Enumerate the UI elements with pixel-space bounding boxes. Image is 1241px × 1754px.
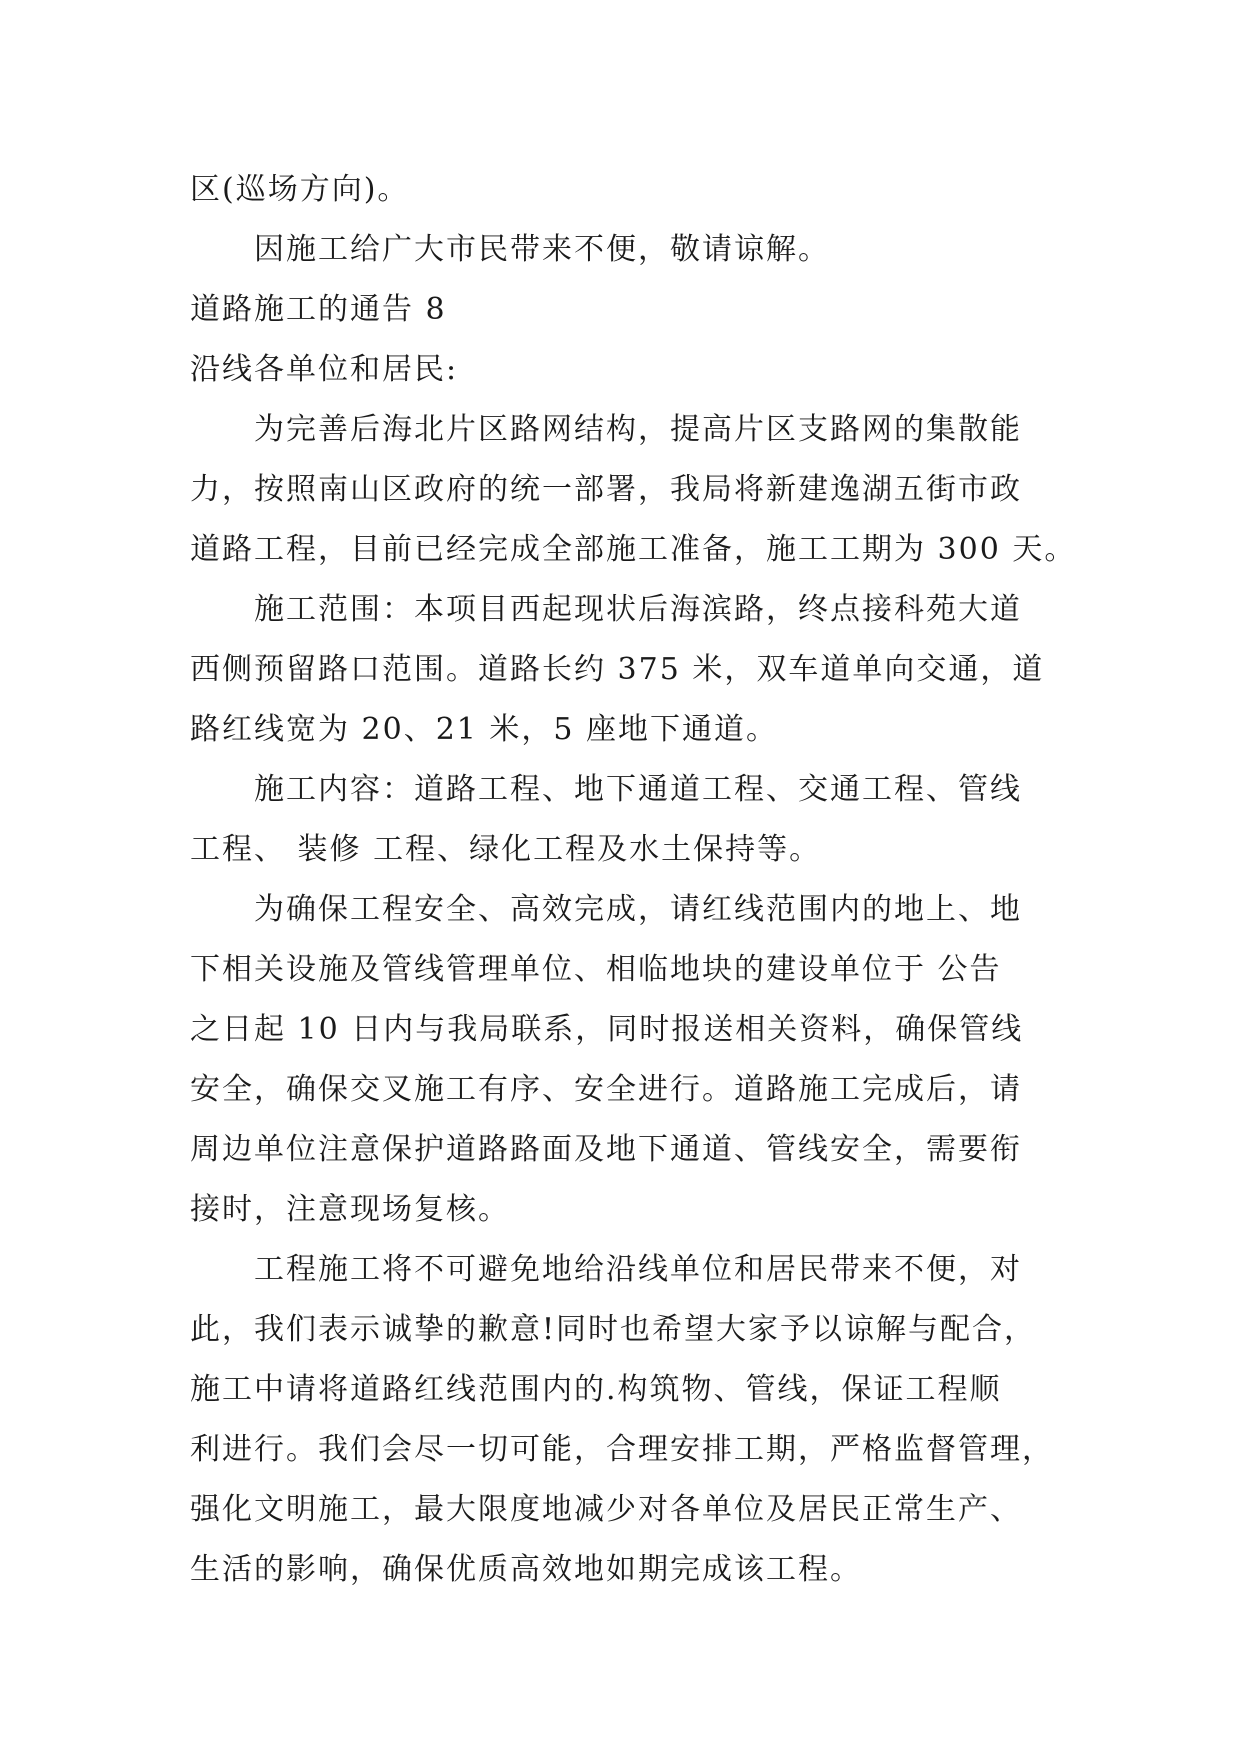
text-line: 因施工给广大市民带来不便，敬请谅解。 [254,232,830,267]
text-line: 施工范围：本项目西起现状后海滨路，终点接科苑大道 [254,592,1022,627]
section-title: 道路施工的通告 8 [190,292,447,327]
document-body [190,160,1077,1600]
text-line: 接时，注意现场复核。 [190,1192,510,1227]
text-line: 道路工程，目前已经完成全部施工准备，施工工期为 300 天。 [190,532,1077,567]
text-line: 力，按照南山区政府的统一部署，我局将新建逸湖五街市政 [190,472,1022,507]
text-line: 施工内容：道路工程、地下通道工程、交通工程、管线 [254,772,1022,807]
text-line: 生活的影响，确保优质高效地如期完成该工程。 [190,1552,862,1587]
text-line: 工程、 装修 工程、绿化工程及水土保持等。 [190,832,822,867]
text-line: 之日起 10 日内与我局联系，同时报送相关资料，确保管线 [190,1012,1024,1047]
text-line: 为完善后海北片区路网结构，提高片区支路网的集散能 [254,412,1022,447]
text-line: 安全，确保交叉施工有序、安全进行。道路施工完成后，请 [190,1072,1022,1107]
text-line: 西侧预留路口范围。道路长约 375 米，双车道单向交通，道 [190,652,1045,687]
text-line: 此，我们表示诚挚的歉意!同时也希望大家予以谅解与配合， [190,1312,1037,1347]
text-line: 区(巡场方向)。 [190,172,410,207]
text-line: 施工中请将道路红线范围内的.构筑物、管线，保证工程顺 [190,1372,1002,1407]
text-line: 利进行。我们会尽一切可能，合理安排工期，严格监督管理， [190,1432,1054,1467]
text-line: 为确保工程安全、高效完成，请红线范围内的地上、地 [254,892,1022,927]
text-line: 强化文明施工，最大限度地减少对各单位及居民正常生产、 [190,1492,1022,1527]
text-line: 周边单位注意保护道路路面及地下通道、管线安全，需要衔 [190,1132,1022,1167]
salutation: 沿线各单位和居民: [190,352,459,387]
text-line: 路红线宽为 20、21 米，5 座地下通道。 [190,712,779,747]
text-line: 工程施工将不可避免地给沿线单位和居民带来不便，对 [254,1252,1022,1287]
text-line: 下相关设施及管线管理单位、相临地块的建设单位于 公告 [190,952,1002,987]
